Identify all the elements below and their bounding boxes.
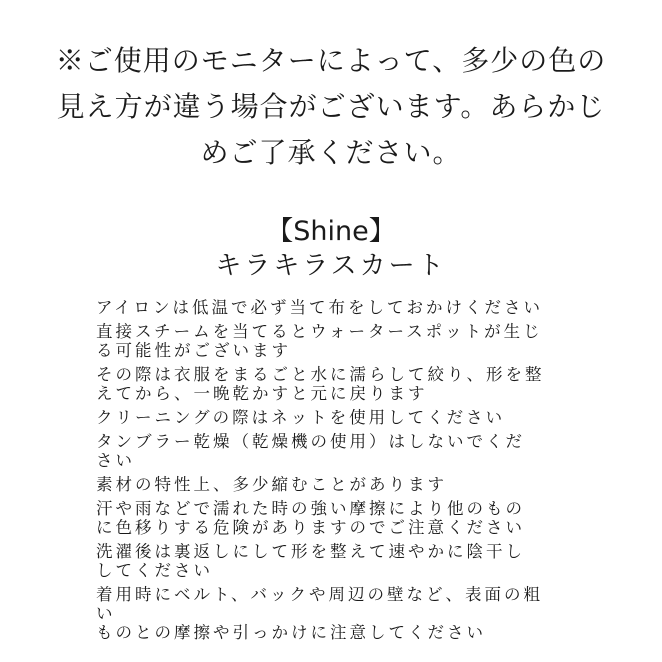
care-line: ものとの摩擦や引っかけに注意してください [96, 623, 486, 642]
care-item [96, 432, 616, 470]
product-name: キラキラスカート [215, 251, 447, 281]
care-line: えてから、一晩乾かすと元に戻ります [96, 384, 428, 403]
notice-line: めご了承ください。 [200, 136, 462, 169]
care-line: る可能性がございます [96, 341, 291, 360]
brand-title: 【Shine】 [266, 216, 396, 247]
care-item [96, 542, 616, 580]
care-line: さい [96, 451, 135, 470]
care-line: に色移りする危険がありますのでご注意ください [96, 518, 525, 537]
care-item [96, 585, 616, 642]
care-line: 洗濯後は裏返しにして形を整えて速やかに陰干し [96, 542, 525, 561]
notice-line: ※ご使用のモニターによって、多少の色の [55, 44, 607, 77]
care-line: その際は衣服をまるごと水に濡らして絞り、形を整 [96, 365, 545, 384]
care-item [96, 408, 616, 427]
care-line: クリーニングの際はネットを使用してください [96, 408, 506, 427]
care-item [96, 298, 616, 317]
care-instructions [96, 298, 616, 647]
care-line: アイロンは低温で必ず当て布をしておかけください [96, 298, 544, 317]
care-line: 汗や雨などで濡れた時の強い摩擦により他のもの [96, 499, 525, 518]
care-line: 直接スチームを当てるとウォータースポットが生じ [96, 322, 543, 341]
notice-line: 見え方が違う場合がございます。あらかじ [56, 90, 606, 123]
care-line: い [96, 604, 116, 623]
care-line: 素材の特性上、多少縮むことがあります [96, 475, 447, 494]
care-line: してください [96, 561, 213, 580]
care-item [96, 499, 616, 537]
color-notice [40, 38, 622, 176]
care-item [96, 322, 616, 360]
care-item [96, 475, 616, 494]
care-item [96, 365, 616, 403]
care-line: タンブラー乾燥（乾燥機の使用）はしないでくだ [96, 432, 525, 451]
care-line: 着用時にベルト、バックや周辺の壁など、表面の粗 [96, 585, 544, 604]
